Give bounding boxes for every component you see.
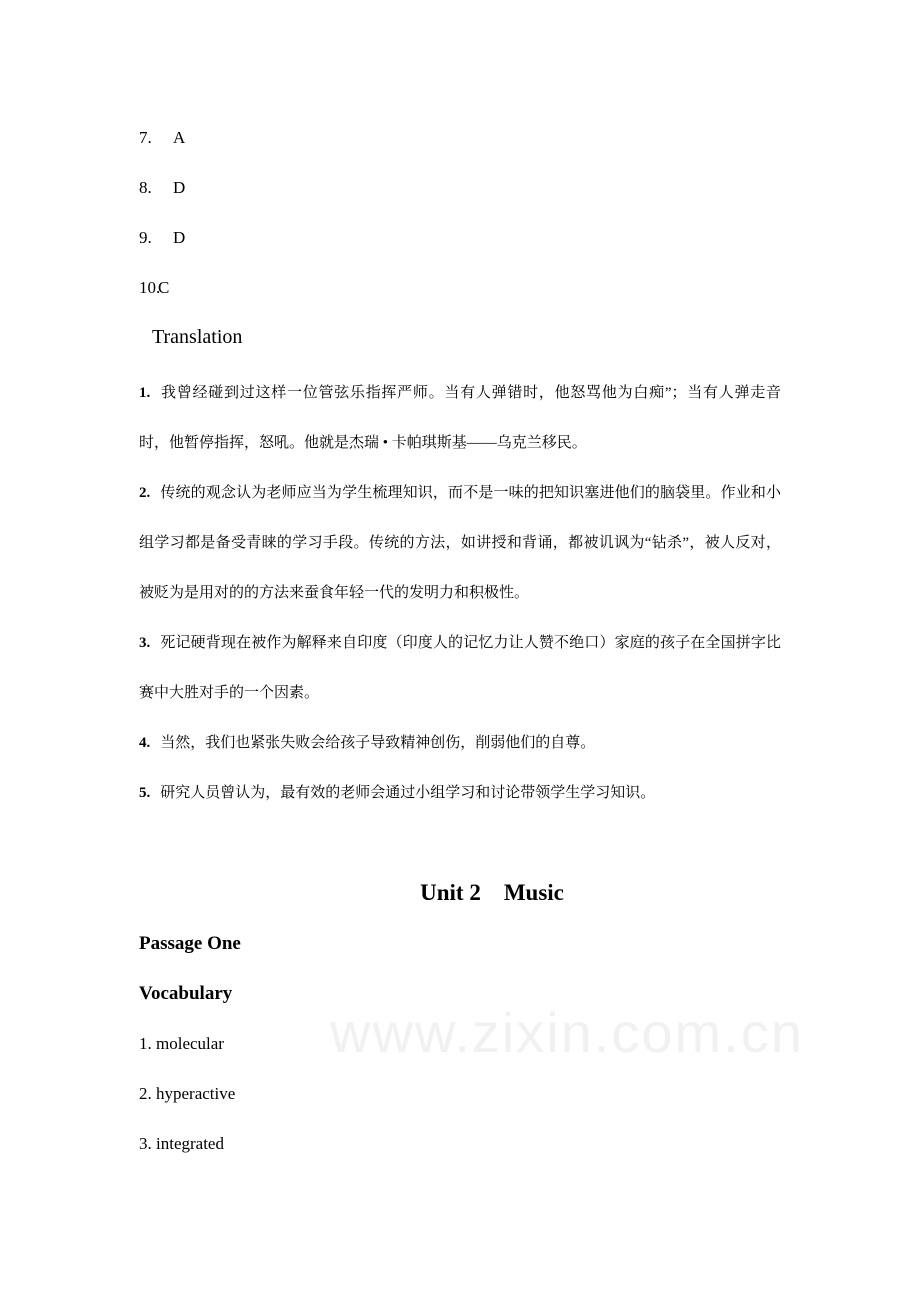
translation-paragraph — [139, 468, 781, 618]
answer-item — [139, 129, 185, 146]
vocabulary-item: 3. integrated — [139, 1134, 224, 1153]
unit-title — [32, 881, 920, 904]
paragraph-text: 传统的观念认为老师应当为学生梳理知识，而不是一味的把知识塞进他们的脑袋里。作业和小组学习都是备受青睐的学习手段。传统的方法，如讲授和背诵，都被讥讽为“钻杀”，被人反对，被贬为是用对的的方法来蚕食年轻一代的发明力和积极性。 — [139, 485, 781, 601]
answer-number: 8. — [139, 178, 152, 197]
paragraph-number: 2. — [139, 485, 151, 501]
paragraph-text: 我曾经碰到过这样一位管弦乐指挥严师。当有人弹错时，他怒骂他为白痴”；当有人弹走音时，他暂停指挥，怒吼。他就是杰瑞 • 卡帕琪斯基——乌克兰移民。 — [139, 385, 781, 451]
paragraph-number: 5. — [139, 785, 151, 801]
vocabulary-heading: Vocabulary — [139, 983, 233, 1004]
translation-paragraph — [139, 768, 781, 818]
answer-number: 9. — [139, 228, 152, 247]
vocabulary-item: 1. molecular — [139, 1034, 224, 1053]
translation-paragraph — [139, 718, 781, 768]
paragraph-number: 4. — [139, 735, 151, 751]
answer-number: 10. — [139, 278, 161, 297]
answer-letter: A — [173, 128, 186, 147]
translation-heading: Translation — [152, 326, 243, 348]
answer-item — [139, 179, 185, 196]
paragraph-text: 死记硬背现在被作为解释来自印度（印度人的记忆力让人赞不绝口）家庭的孩子在全国拼字比赛中大胜对手的一个因素。 — [139, 635, 781, 701]
answer-item — [139, 229, 185, 246]
watermark: www.zixin.com.cn — [330, 1001, 804, 1064]
unit-title-text: Unit 2 Music — [420, 880, 564, 905]
answer-item — [139, 279, 169, 296]
paragraph-text: 当然，我们也紧张失败会给孩子导致精神创伤，削弱他们的自尊。 — [160, 735, 596, 751]
answer-number: 7. — [139, 128, 152, 147]
translation-paragraph — [139, 618, 781, 718]
vocabulary-item: 2. hyperactive — [139, 1084, 236, 1103]
answer-letter: D — [173, 228, 186, 247]
paragraph-number: 1. — [139, 385, 151, 401]
paragraph-number: 3. — [139, 635, 151, 651]
passage-heading: Passage One — [139, 933, 241, 954]
answer-letter: D — [173, 178, 186, 197]
answer-letter: C — [158, 278, 170, 297]
translation-paragraph — [139, 368, 781, 468]
paragraph-text: 研究人员曾认为，最有效的老师会通过小组学习和讨论带领学生学习知识。 — [160, 785, 656, 801]
